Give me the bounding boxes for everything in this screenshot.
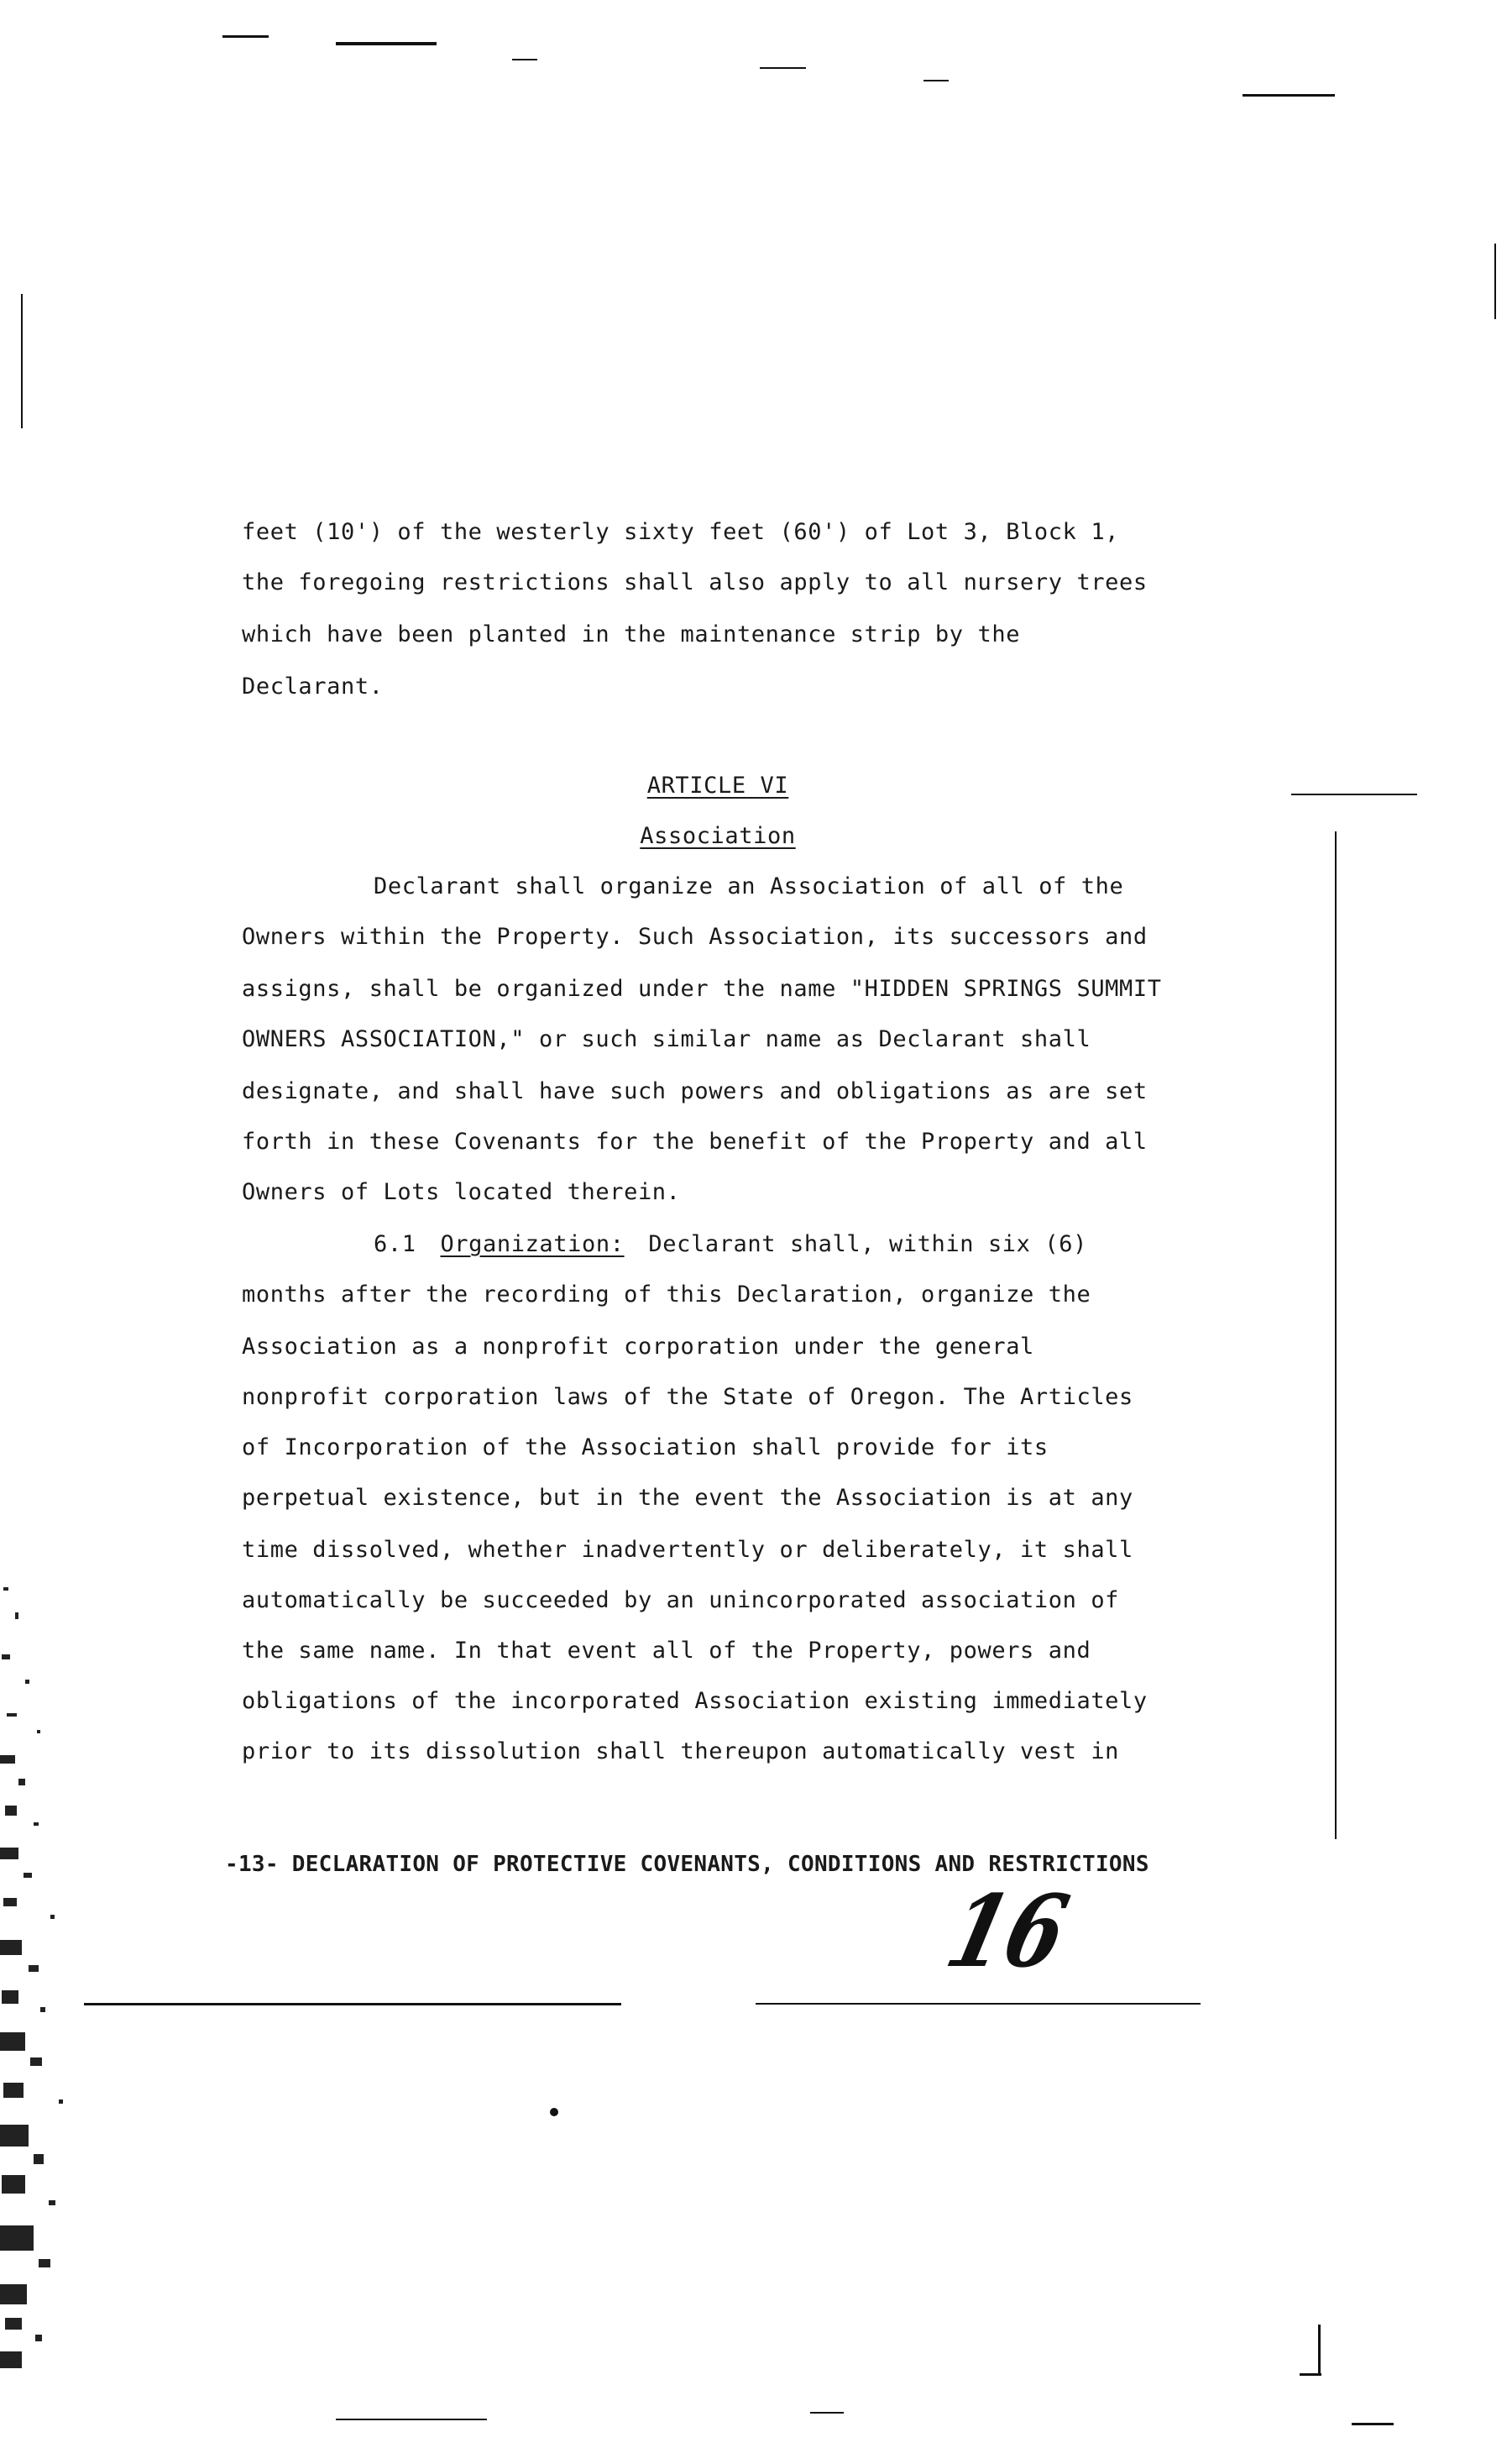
scan-artifact [21, 294, 23, 428]
section-line: of Incorporation of the Association shall provide for its [242, 1434, 1049, 1460]
scan-artifact [760, 67, 806, 69]
scan-artifact [756, 2003, 1201, 2005]
section-line: the same name. In that event all of the Property, powers and [242, 1638, 1091, 1664]
section-first-line [374, 1231, 1087, 1258]
article-intro-line: assigns, shall be organized under the name "HIDDEN SPRINGS SUMMIT [242, 976, 1162, 1002]
body-line: the foregoing restrictions shall also apply to all nursery trees [242, 569, 1148, 595]
scan-artifact [512, 59, 537, 60]
page-footer: -13- DECLARATION OF PROTECTIVE COVENANTS, CONDITIONS AND RESTRICTIONS [225, 1852, 1149, 1877]
section-line: perpetual existence, but in the event the Association is at any [242, 1485, 1133, 1511]
section-line: automatically be succeeded by an unincorporated association of [242, 1587, 1120, 1613]
article-intro-line: Owners within the Property. Such Association, its successors and [242, 924, 1148, 950]
article-title-text: Association [640, 823, 796, 849]
body-line: Declarant. [242, 674, 384, 700]
scan-artifact [923, 80, 949, 81]
article-intro-line: Owners of Lots located therein. [242, 1179, 681, 1205]
scan-artifact [1243, 94, 1335, 97]
scan-artifact [810, 2412, 844, 2414]
handwritten-page-number: 16 [936, 1873, 1079, 1989]
article-intro-line: designate, and shall have such powers and obligations as are set [242, 1078, 1148, 1104]
scan-artifact [1318, 2325, 1321, 2375]
scan-artifact [222, 35, 269, 38]
section-line: months after the recording of this Declaration, organize the [242, 1282, 1091, 1308]
article-intro-line: forth in these Covenants for the benefit of the Property and all [242, 1129, 1148, 1155]
scan-noise-left-edge [0, 1554, 118, 2393]
section-line: obligations of the incorporated Association existing immediately [242, 1688, 1148, 1714]
article-heading [0, 773, 1436, 799]
scan-artifact [84, 2003, 621, 2005]
scan-artifact [550, 2108, 558, 2116]
article-title [0, 823, 1436, 850]
body-line: which have been planted in the maintenance strip by the [242, 621, 1021, 647]
section-line: nonprofit corporation laws of the State of Oregon. The Articles [242, 1384, 1133, 1410]
scan-artifact [1352, 2423, 1394, 2425]
article-intro-line: OWNERS ASSOCIATION," or such similar name as Declarant shall [242, 1026, 1091, 1052]
article-heading-text: ARTICLE VI [646, 773, 789, 799]
section-line: Association as a nonprofit corporation under the general [242, 1334, 1034, 1360]
scan-artifact [336, 2419, 487, 2420]
scan-artifact [1300, 2373, 1321, 2376]
scan-artifact [336, 42, 437, 45]
section-line: prior to its dissolution shall thereupon automatically vest in [242, 1738, 1120, 1764]
body-line: feet (10') of the westerly sixty feet (60') of Lot 3, Block 1, [242, 519, 1120, 545]
article-intro-line: Declarant shall organize an Association of all of the [374, 873, 1124, 899]
section-line: time dissolved, whether inadvertently or deliberately, it shall [242, 1537, 1133, 1563]
section-number: 6.1 [374, 1231, 416, 1257]
scan-artifact [1494, 244, 1496, 319]
section-title: Organization: [440, 1231, 625, 1257]
section-first-line-text: Declarant shall, within six (6) [648, 1231, 1087, 1257]
scan-artifact [1335, 831, 1337, 1839]
